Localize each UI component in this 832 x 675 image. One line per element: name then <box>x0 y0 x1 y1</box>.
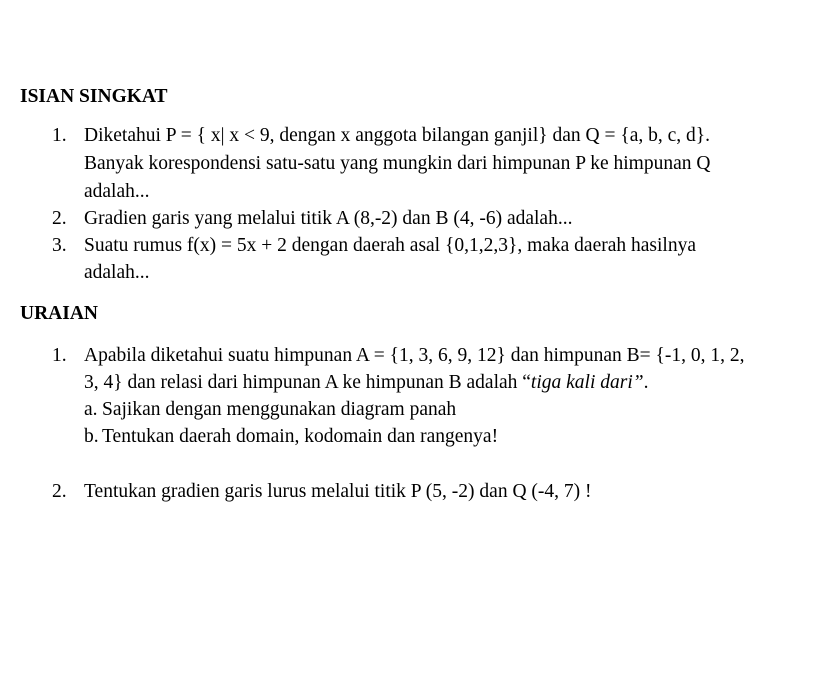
section-title-essay: URAIAN <box>20 303 98 324</box>
short-item-2-line-1: Gradien garis yang melalui titik A (8,-2) dan B (4, -6) adalah... <box>84 208 573 229</box>
essay-item-1-line-2 <box>84 370 648 396</box>
section-title-short-answer: ISIAN SINGKAT <box>20 86 168 107</box>
essay-item-1-sub-a-letter: a. <box>84 399 98 420</box>
short-item-1-line-1: Diketahui P = { x| x < 9, dengan x anggota bilangan ganjil} dan Q = {a, b, c, d}. <box>84 125 710 146</box>
essay-item-1-line-2-suffix: . <box>643 372 649 393</box>
short-item-3-number: 3. <box>52 235 67 256</box>
essay-item-1-line-2-italic: tiga kali dari” <box>530 372 644 393</box>
essay-item-1-line-1: Apabila diketahui suatu himpunan A = {1, 3, 6, 9, 12} dan himpunan B= {-1, 0, 1, 2, <box>84 345 745 366</box>
essay-item-1-sub-b-text: Tentukan daerah domain, kodomain dan rangenya! <box>102 426 499 447</box>
essay-item-1-sub-b-letter: b. <box>84 426 99 447</box>
essay-item-1-number: 1. <box>52 345 67 366</box>
essay-item-2-line-1: Tentukan gradien garis lurus melalui titik P (5, -2) dan Q (-4, 7) ! <box>84 481 592 502</box>
short-item-3-line-2: adalah... <box>84 262 150 283</box>
essay-item-2-number: 2. <box>52 481 67 502</box>
short-item-1-line-3: adalah... <box>84 181 150 202</box>
essay-item-1-sub-a-text: Sajikan dengan menggunakan diagram panah <box>102 399 457 420</box>
short-item-2-number: 2. <box>52 208 67 229</box>
short-item-1-line-2: Banyak korespondensi satu-satu yang mungkin dari himpunan P ke himpunan Q <box>84 153 711 174</box>
essay-item-1-line-2-prefix: 3, 4} dan relasi dari himpunan A ke himpunan B adalah “ <box>84 372 531 393</box>
short-item-3-line-1: Suatu rumus f(x) = 5x + 2 dengan daerah asal {0,1,2,3}, maka daerah hasilnya <box>84 235 696 256</box>
short-item-1-number: 1. <box>52 125 67 146</box>
